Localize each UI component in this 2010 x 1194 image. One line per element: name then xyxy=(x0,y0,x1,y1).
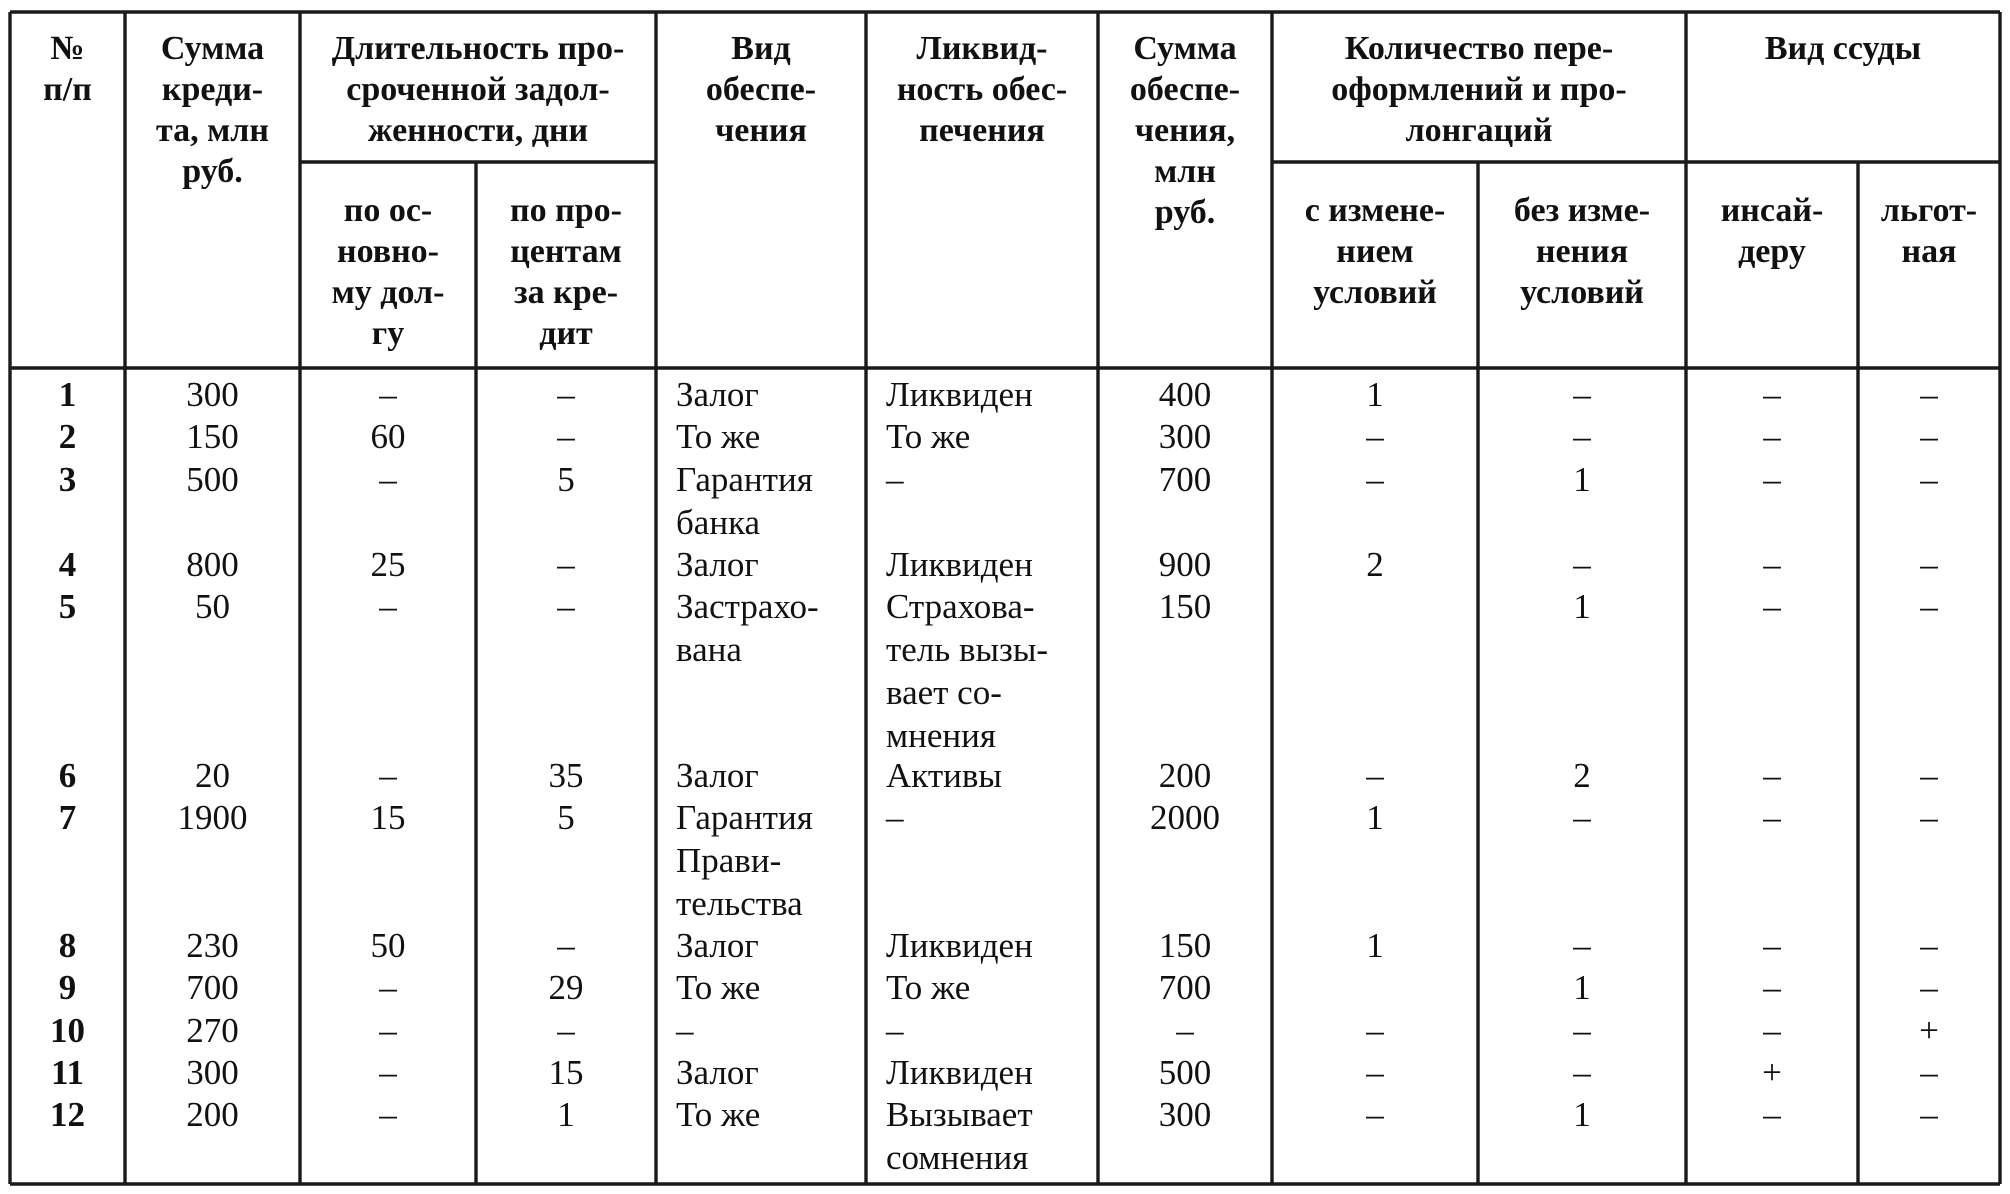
cell-overdue-principal: – xyxy=(379,1095,397,1134)
cell-collateral: Гарантия банка xyxy=(676,460,813,542)
cell-unchanged: – xyxy=(1573,417,1591,456)
cell-num: 10 xyxy=(50,1011,85,1050)
cell-credit: 50 xyxy=(195,587,230,626)
cell-overdue-principal: 15 xyxy=(370,798,406,837)
cell-insider: – xyxy=(1763,926,1781,965)
cell-credit: 1900 xyxy=(177,798,248,837)
cell-insider: – xyxy=(1763,756,1781,795)
cell-liquidity: – xyxy=(886,460,904,499)
cell-credit: 150 xyxy=(186,417,239,456)
cell-insider: – xyxy=(1763,968,1781,1007)
cell-preferential: – xyxy=(1920,798,1938,837)
cell-unchanged: – xyxy=(1573,1011,1591,1050)
header-overdue-principal: по ос- новно- му дол- гу xyxy=(331,192,445,352)
cell-liquidity: Страхова- тель вызы- вает со- мнения xyxy=(886,587,1049,755)
cell-num: 5 xyxy=(58,587,77,626)
cell-overdue-principal: 25 xyxy=(370,545,406,584)
cell-changed: 2 xyxy=(1366,545,1384,584)
cell-preferential: – xyxy=(1920,545,1938,584)
cell-liquidity: То же xyxy=(886,417,971,456)
cell-num: 6 xyxy=(58,756,77,795)
cell-collateral-sum: 700 xyxy=(1158,460,1212,499)
header-row-number: № п/п xyxy=(43,30,92,108)
cell-liquidity: Ликвиден xyxy=(886,1053,1033,1092)
cell-overdue-interest: – xyxy=(557,375,575,414)
cell-overdue-principal: – xyxy=(379,375,397,414)
header-reissue-unchanged: без изме- нения условий xyxy=(1513,192,1651,311)
header-reissue-group: Количество пере- оформлений и про- лонгаций xyxy=(1331,30,1627,149)
cell-overdue-principal: – xyxy=(379,1053,397,1092)
cell-changed: – xyxy=(1366,756,1384,795)
cell-credit: 300 xyxy=(186,1053,239,1092)
cell-liquidity: Вызывает сомнения xyxy=(886,1095,1033,1177)
cell-unchanged: – xyxy=(1573,545,1591,584)
cell-unchanged: – xyxy=(1573,798,1591,837)
cell-unchanged: 1 xyxy=(1573,968,1591,1007)
cell-insider: + xyxy=(1762,1053,1782,1092)
cell-overdue-interest: 5 xyxy=(557,798,575,837)
cell-insider: – xyxy=(1763,1011,1781,1050)
cell-overdue-principal: 50 xyxy=(370,926,406,965)
cell-collateral: Гарантия Прави- тельства xyxy=(676,798,813,923)
cell-overdue-interest: 1 xyxy=(557,1095,575,1134)
cell-unchanged: – xyxy=(1573,926,1591,965)
cell-collateral-sum: 700 xyxy=(1158,968,1212,1007)
cell-collateral-sum: 500 xyxy=(1158,1053,1212,1092)
cell-overdue-principal: – xyxy=(379,968,397,1007)
cell-overdue-interest: 29 xyxy=(548,968,584,1007)
cell-collateral: Залог xyxy=(676,375,759,414)
cell-preferential: – xyxy=(1920,375,1938,414)
cell-collateral: То же xyxy=(676,968,761,1007)
header-insider: инсай- деру xyxy=(1720,192,1824,270)
cell-overdue-interest: 15 xyxy=(548,1053,584,1092)
header-credit-sum: Сумма креди- та, млн руб. xyxy=(156,30,269,190)
cell-unchanged: – xyxy=(1573,1053,1591,1092)
cell-unchanged: 1 xyxy=(1573,587,1591,626)
cell-overdue-interest: 5 xyxy=(557,460,575,499)
cell-overdue-principal: – xyxy=(379,1011,397,1050)
cell-unchanged: – xyxy=(1573,375,1591,414)
cell-overdue-interest: – xyxy=(557,926,575,965)
cell-overdue-principal: – xyxy=(379,756,397,795)
header-preferential: льгот- ная xyxy=(1880,192,1978,270)
cell-num: 11 xyxy=(50,1053,85,1092)
cell-unchanged: 1 xyxy=(1573,460,1591,499)
cell-preferential: – xyxy=(1920,417,1938,456)
cell-overdue-interest: – xyxy=(557,417,575,456)
cell-num: 12 xyxy=(50,1095,85,1134)
cell-unchanged: 2 xyxy=(1573,756,1591,795)
cell-collateral-sum: 900 xyxy=(1158,545,1212,584)
cell-credit: 20 xyxy=(195,756,230,795)
cell-preferential: – xyxy=(1920,756,1938,795)
cell-preferential: – xyxy=(1920,968,1938,1007)
cell-insider: – xyxy=(1763,417,1781,456)
cell-insider: – xyxy=(1763,798,1781,837)
cell-changed: 1 xyxy=(1366,798,1384,837)
cell-credit: 300 xyxy=(186,375,239,414)
header-overdue-interest: по про- центам за кре- дит xyxy=(510,192,622,352)
cell-liquidity: – xyxy=(886,1011,904,1050)
cell-num: 7 xyxy=(58,798,77,837)
cell-collateral: Застрахо- вана xyxy=(676,587,819,669)
cell-insider: – xyxy=(1763,587,1781,626)
cell-changed: 1 xyxy=(1366,375,1384,414)
cell-collateral: То же xyxy=(676,417,761,456)
cell-credit: 500 xyxy=(186,460,239,499)
cell-insider: – xyxy=(1763,1095,1781,1134)
cell-collateral-sum: – xyxy=(1176,1011,1194,1050)
cell-collateral: То же xyxy=(676,1095,761,1134)
cell-credit: 270 xyxy=(186,1011,239,1050)
cell-overdue-principal: – xyxy=(379,587,397,626)
cell-collateral-sum: 300 xyxy=(1158,417,1212,456)
header-overdue-group: Длительность про- сроченной задол- женности, дни xyxy=(331,30,625,149)
header-liquidity: Ликвид- ность обес- печения xyxy=(896,30,1068,149)
cell-unchanged: 1 xyxy=(1573,1095,1591,1134)
cell-num: 1 xyxy=(58,375,77,414)
cell-liquidity: Ликвиден xyxy=(886,545,1033,584)
cell-changed: – xyxy=(1366,460,1384,499)
header-loan-type-group: Вид ссуды xyxy=(1764,30,1922,67)
cell-overdue-principal: 60 xyxy=(370,417,406,456)
cell-liquidity: Активы xyxy=(886,756,1002,795)
cell-changed: – xyxy=(1366,417,1384,456)
cell-overdue-interest: – xyxy=(557,1011,575,1050)
cell-overdue-interest: 35 xyxy=(548,756,584,795)
cell-overdue-interest: – xyxy=(557,545,575,584)
cell-insider: – xyxy=(1763,460,1781,499)
cell-liquidity: – xyxy=(886,798,904,837)
cell-num: 8 xyxy=(58,926,77,965)
cell-collateral-sum: 2000 xyxy=(1150,798,1220,837)
cell-collateral-sum: 150 xyxy=(1158,926,1212,965)
cell-collateral: Залог xyxy=(676,756,759,795)
cell-collateral-sum: 400 xyxy=(1158,375,1212,414)
cell-preferential: + xyxy=(1919,1011,1939,1050)
cell-num: 2 xyxy=(58,417,77,456)
cell-liquidity: Ликвиден xyxy=(886,926,1033,965)
header-collateral-sum: Сумма обеспе- чения, млн руб. xyxy=(1129,30,1241,231)
cell-num: 9 xyxy=(58,968,77,1007)
cell-collateral-sum: 200 xyxy=(1158,756,1212,795)
cell-overdue-interest: – xyxy=(557,587,575,626)
cell-preferential: – xyxy=(1920,1095,1938,1134)
cell-collateral: Залог xyxy=(676,545,759,584)
cell-num: 3 xyxy=(58,460,77,499)
cell-preferential: – xyxy=(1920,1053,1938,1092)
cell-changed: – xyxy=(1366,1011,1384,1050)
cell-collateral: – xyxy=(676,1011,694,1050)
cell-insider: – xyxy=(1763,375,1781,414)
cell-collateral: Залог xyxy=(676,926,759,965)
cell-changed: – xyxy=(1366,1095,1384,1134)
cell-num: 4 xyxy=(58,545,77,584)
cell-collateral-sum: 300 xyxy=(1158,1095,1212,1134)
cell-credit: 700 xyxy=(186,968,239,1007)
header-collateral-type: Вид обеспе- чения xyxy=(705,30,817,149)
cell-changed: – xyxy=(1366,1053,1384,1092)
cell-credit: 800 xyxy=(186,545,239,584)
cell-liquidity: Ликвиден xyxy=(886,375,1033,414)
cell-collateral-sum: 150 xyxy=(1158,587,1212,626)
cell-collateral: Залог xyxy=(676,1053,759,1092)
cell-changed: 1 xyxy=(1366,926,1384,965)
cell-preferential: – xyxy=(1920,587,1938,626)
cell-overdue-principal: – xyxy=(379,460,397,499)
cell-preferential: – xyxy=(1920,460,1938,499)
cell-credit: 230 xyxy=(186,926,239,965)
header-reissue-changed: с измене- нием условий xyxy=(1304,192,1446,311)
cell-preferential: – xyxy=(1920,926,1938,965)
cell-credit: 200 xyxy=(186,1095,239,1134)
cell-insider: – xyxy=(1763,545,1781,584)
cell-liquidity: То же xyxy=(886,968,971,1007)
